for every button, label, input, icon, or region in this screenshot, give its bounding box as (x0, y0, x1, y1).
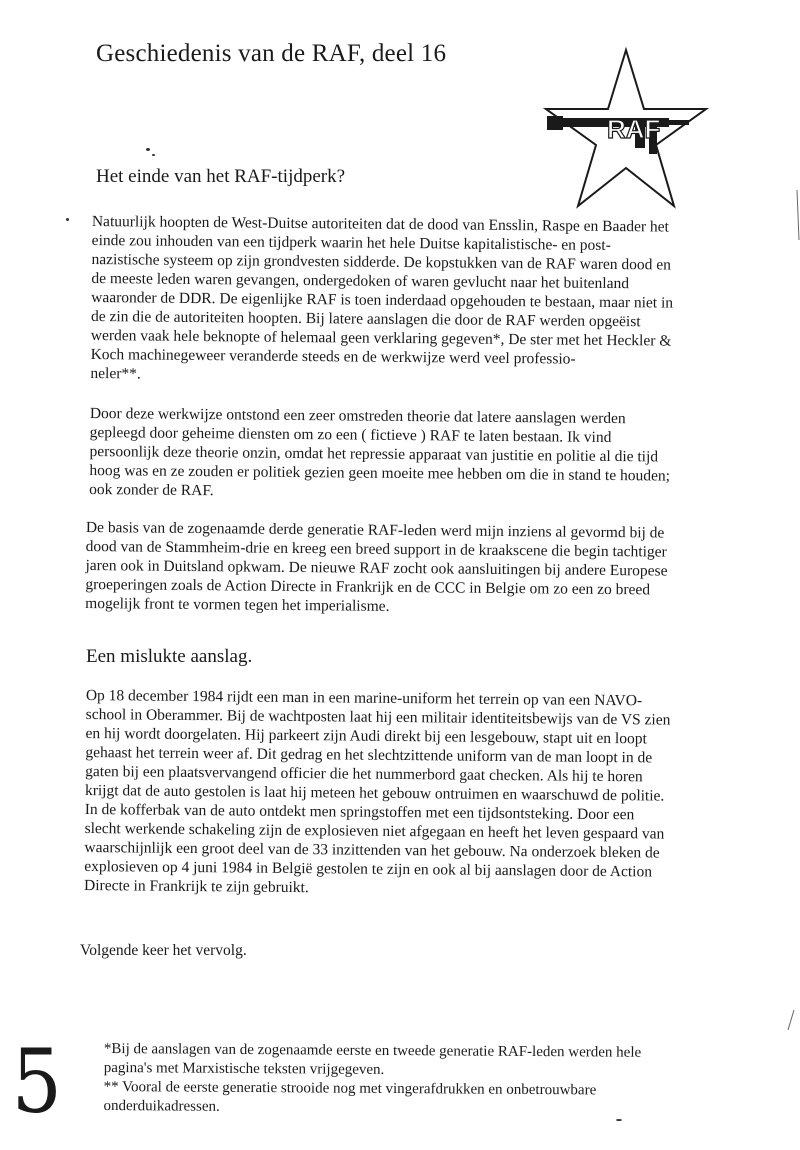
section-heading-failed-attack: Een mislukte aanslag. (86, 646, 253, 667)
page-number-text: 5 (11, 1030, 62, 1124)
paragraph-2: Door deze werkwijze ontstond een zeer omstreden theorie dat latere aanslagen werden gepleegd door geheime diensten om zo een ( fictieve ) RAF te laten bestaan. Ik vind persoonlijk deze theorie onzin, omdat het repressie apparaat van justitie en politie al die tijd hoog was en ze zouden er politiek gezien geen moeite mee hebben om die in stand te houden; ook zonder de RAF. (89, 404, 671, 500)
scan-speck (152, 154, 155, 156)
logo-text: RAF (607, 114, 661, 144)
paragraph-3: De basis van de zogenaamde derde generatie RAF-leden werd mijn inziens al gevormd bij de dood van de Stammheim-drie en kreeg een breed support in de kraakscene die begin tachtiger jaren ook in Duitsland opkwam. De nieuwe RAF zocht ook aansluitingen bij andere Europese groeperingen zoals de Action Directe in Frankrijk en de CCC in Belgie om zo een zo breed mogelijk front te vormen tegen het imperialisme. (85, 518, 668, 615)
handwritten-page-number (8, 1024, 68, 1124)
raf-star-logo (543, 46, 709, 212)
scan-speck (616, 1119, 622, 1121)
document-title: Geschiedenis van de RAF, deel 16 (96, 40, 447, 67)
closing-line: Volgende keer het vervolg. (80, 942, 247, 959)
footnotes: *Bij de aanslagen van de zogenaamde eerste en tweede generatie RAF-leden werden hele pagina's met Marxistische teksten vrijgegeven. ** Vooral de eerste generatie strooide nog met vingerafdrukken en onbetrouwbare onderduikadressen. (103, 1041, 642, 1115)
paragraph-failed-attack: Op 18 december 1984 rijdt een man in een marine-uniform het terrein op van een NAVO- school in Oberammer. Bij de wachtposten laat hij een militair identiteitsbewijs van de VS zien en hij wordt doorgelaten. Hij parkeert zijn Audi direkt bij een lesgebouw, stapt uit en loopt gehaast het terrein weer af. Dit gedrag en het slechtzittende uniform van de man loopt in de gaten bij een plaatsvervangend officier die het nummerbord gaat checken. Als hij te horen krijgt dat de auto gestolen is laat hij meteen het gebouw ontruimen en waarschuwd de politie. In de kofferbak van de auto ontdekt men springstoffen met een tijdsontsteking. Door een slecht werkende schakeling zijn de explosieven niet afgegaan en heeft het leven gespaard van waarschijnlijk een groot deel van de 33 inzittenden van het gebouw. Na onderzoek bleken de explosieven op 4 juni 1984 in België gestolen te zijn en ook al bij aanslagen door de Action Directe in Frankrijk te zijn gebruikt. (84, 686, 671, 897)
scan-speck (146, 148, 150, 151)
section-heading-end-of-era: Het einde van het RAF-tijdperk? (96, 166, 346, 187)
scan-speck (66, 218, 69, 221)
paragraph-1: Natuurlijk hoopten de West-Duitse autoriteiten dat de dood van Ensslin, Raspe en Baader het einde zou inhouden van een tijdperk waarin het hele Duitse kapitalistische- en post- nazistische systeem op zijn grondvesten sidderde. De kopstukken van de RAF waren dood en de meeste leden waren gevangen, ondergedoken of waren gevlucht naar het buitenland waaronder de DDR. De eigenlijke RAF is toen inderdaad opgehouden te bestaan, maar niet in de zin die de autoriteiten hoopten. Bij latere aanslagen die door de RAF werden opgeëist werden vaak hele beknopte of helemaal geen verklaring gegeven*, De ster met het Heckler & Koch machinegeweer veranderde steeds en de werkwijze werd veel professio- neler**. (90, 212, 674, 383)
scan-edge-line (780, 150, 800, 1050)
